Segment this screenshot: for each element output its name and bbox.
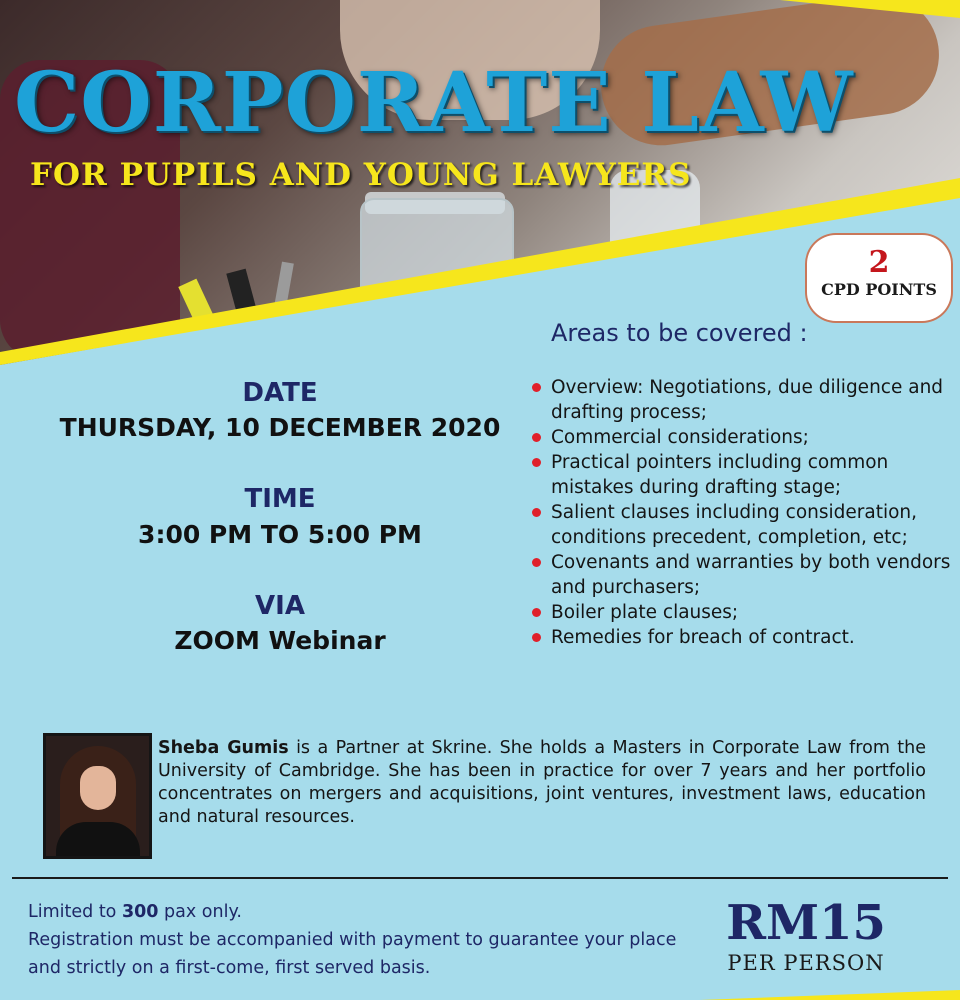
limit-number: 300 <box>121 902 159 922</box>
bottom-accent-band <box>0 990 960 1000</box>
list-item <box>532 500 952 550</box>
list-item <box>532 600 952 625</box>
registration-note: Registration must be accompanied with payment to guarantee your place and strictly on a first-come, first served basis. <box>28 930 677 978</box>
time-label: TIME <box>244 484 316 514</box>
list-item <box>532 550 952 600</box>
areas-list <box>532 375 952 650</box>
list-item-text: Commercial considerations; <box>551 427 809 448</box>
list-item <box>532 375 952 425</box>
list-item <box>532 625 952 650</box>
speaker-photo <box>43 733 152 859</box>
areas-heading: Areas to be covered : <box>551 319 808 347</box>
bullet-icon <box>532 383 541 392</box>
price-amount: RM15 <box>726 895 886 951</box>
via-label: VIA <box>255 591 305 621</box>
list-item-text: Overview: Negotiations, due diligence and drafting process; <box>551 377 944 423</box>
list-item-text: Practical pointers including common mistakes during drafting stage; <box>551 452 889 498</box>
list-item-text: Boiler plate clauses; <box>551 602 739 623</box>
speaker-name: Sheba Gumis <box>158 738 289 758</box>
price-block <box>706 896 906 976</box>
hero-banner <box>0 0 960 365</box>
cpd-points-badge <box>810 238 948 318</box>
list-item <box>532 425 952 450</box>
divider <box>12 877 948 879</box>
limit-suffix: pax only. <box>158 902 242 922</box>
list-item-text: Salient clauses including consideration, conditions precedent, completion, etc; <box>551 502 918 548</box>
date-value: THURSDAY, 10 DECEMBER 2020 <box>59 413 501 442</box>
list-item-text: Covenants and warranties by both vendors and purchasers; <box>551 552 951 598</box>
list-item-text: Remedies for breach of contract. <box>551 627 855 648</box>
cpd-points-label: CPD POINTS <box>821 280 937 299</box>
bullet-icon <box>532 558 541 567</box>
via-value: ZOOM Webinar <box>174 626 386 655</box>
bullet-icon <box>532 458 541 467</box>
limit-prefix: Limited to <box>28 902 122 922</box>
speaker-bio <box>158 737 926 829</box>
footer-notes <box>28 898 708 982</box>
bullet-icon <box>532 508 541 517</box>
time-value: 3:00 PM TO 5:00 PM <box>138 520 422 549</box>
date-label: DATE <box>242 378 318 408</box>
bullet-icon <box>532 608 541 617</box>
list-item <box>532 450 952 500</box>
page-title: CORPORATE LAW <box>14 55 854 151</box>
cpd-points-number: 2 <box>868 245 890 280</box>
price-unit: PER PERSON <box>727 951 885 975</box>
page-subtitle: FOR PUPILS AND YOUNG LAWYERS <box>30 157 692 193</box>
bullet-icon <box>532 633 541 642</box>
speaker-bio-text: is a Partner at Skrine. She holds a Masters in Corporate Law from the University of Cambridge. She has been in practice for over 7 years and her portfolio concentrates on mergers and acquisitions, joint ventures, investment laws, education and natural resources. <box>158 738 926 827</box>
bullet-icon <box>532 433 541 442</box>
